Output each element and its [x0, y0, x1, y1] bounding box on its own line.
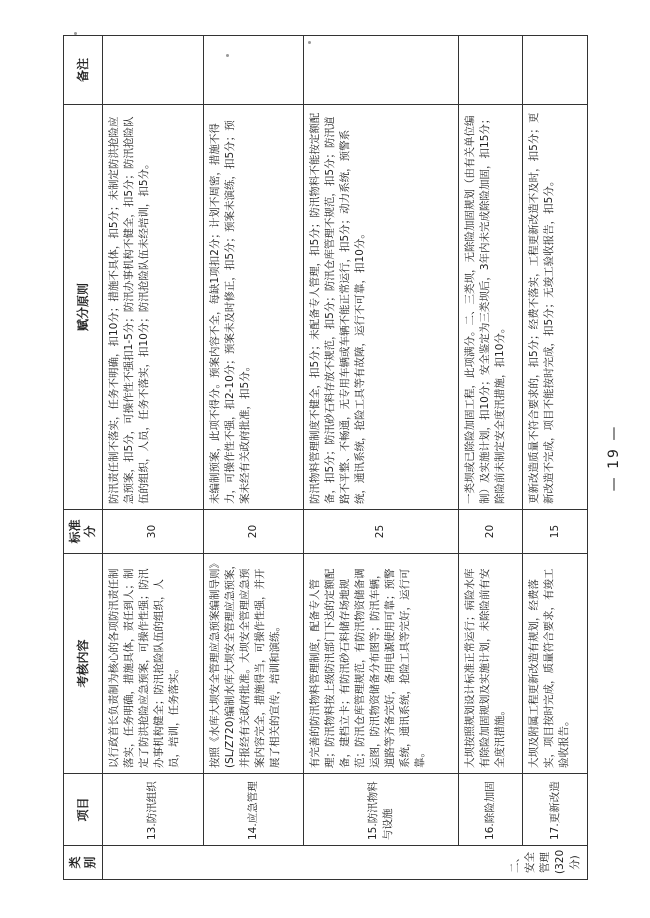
- score-cell: 30: [103, 510, 204, 554]
- content-cell: 以行政首长负责制为核心的各项防汛责任制落实，任务明确，措施具体，责任到人；制定了防洪抢险应急预案，可操作性强；防汛办事机构健全；防汛抢险队伍的组织，人员，培训，任务落实。: [103, 554, 204, 774]
- score-cell: 20: [203, 510, 304, 554]
- table-row: [203, 36, 304, 880]
- project-cell: 13.防汛组织: [103, 774, 204, 846]
- table-row: [523, 36, 588, 880]
- project-cell: 17.更新改造: [523, 774, 588, 846]
- remark-cell: [103, 36, 204, 105]
- header-category: 类别: [64, 846, 103, 880]
- project-cell: 15.防汛物料与设施: [304, 774, 458, 846]
- page-number: — 19 —: [606, 424, 622, 492]
- project-cell: 16.除险加固: [458, 774, 523, 846]
- project-cell: 14.应急管理: [203, 774, 304, 846]
- remark-cell: [203, 36, 304, 105]
- rule-cell: 未编制预案，此项不得分。预案内容不全，每缺1项扣2分；计划不周密，措施不得力，可操作性不强，扣2-10分；预案未及时修正，扣5分；预案未演练，扣5分；预案未经有关政府批准，扣5分。: [203, 105, 304, 510]
- table-row: [103, 36, 204, 880]
- assessment-table: [63, 35, 588, 880]
- table-row: [304, 36, 458, 880]
- header-rule: 赋分原则: [64, 105, 103, 510]
- content-cell: 有完善的防汛物料管理制度，配备专人管理；防汛物料按上级防汛部门下达的定额配备，建档立卡；有防汛砂石料储存场地规范；防汛仓库管理规范，有防汛物资储备调运图，防汛物资储备分布图等；防汛车辆，道路等齐备完好，备用电源使用可靠；预警系统，通讯系统，抢险工具等完好，运行可靠。: [304, 554, 458, 774]
- content-cell: 按照《水库大坝安全管理应急预案编制导则》(SL/Z720)编制水库大坝安全管理应急预案，并报经有关政府批准。大坝安全管理应急预案内容完全，措施得当，可操作性强，并开展了相关的宣传，培训和演练。: [203, 554, 304, 774]
- category-cell: 二、安全管理(320分): [103, 846, 588, 880]
- rule-cell: 防汛物料管理制度不健全，扣5分；未配备专人管理，扣5分；防汛物料不能按定额配备，扣5分；防汛砂石料存放不规范，扣5分；防汛仓库管理不规范，扣5分；防汛道路不平整、不畅通，无专用车辆或车辆不能正常运行，扣5分；动力系统，预警系统，通讯系统，抢险工具等有故障，运行不可靠，扣10分。: [304, 105, 458, 510]
- content-cell: 大坝及附属工程更新改造有规划，经费落实，项目按时完成，质量符合要求，有竣工验收报告。: [523, 554, 588, 774]
- rule-cell: 一类坝或已除险加固工程，此项满分。二、三类坝，无除险加固规划（由有关单位编制）及实施计划，扣10分；安全鉴定为三类坝后，3年内未完成除险加固，扣15分；除险前未制定安全度汛措施，扣10分。: [458, 105, 523, 510]
- remark-cell: [458, 36, 523, 105]
- remark-cell: [304, 36, 458, 105]
- rule-cell: 更新改造质量不符合要求的，扣5分；经费不落实，工程更新改造不及时，扣5分；更新改造不完成，项目不能按时完成，扣5分；无竣工验收报告，扣5分。: [523, 105, 588, 510]
- scan-speck: [226, 54, 229, 57]
- content-cell: 大坝按照规划设计标准正常运行；病险水库有除险加固规划及实施计划，未除险前有安全度汛措施。: [458, 554, 523, 774]
- scan-speck: [74, 32, 77, 35]
- score-cell: 25: [304, 510, 458, 554]
- header-score: 标准分: [64, 510, 103, 554]
- rule-cell: 防汛责任制不落实，任务不明确，扣10分；措施不具体，扣5分；未制定防洪抢险应急预案，扣5分，可操作性不强扣1-5分；防汛办事机构不健全，扣5分；防汛抢险队伍的组织，人员，任务不落实，扣10分；防汛抢险队伍未经培训，扣5分。: [103, 105, 204, 510]
- scan-speck: [308, 41, 311, 44]
- header-project: 项目: [64, 774, 103, 846]
- table-row: [458, 36, 523, 880]
- remark-cell: [523, 36, 588, 105]
- table-header-row: [64, 36, 103, 880]
- score-cell: 15: [523, 510, 588, 554]
- header-remark: 备注: [64, 36, 103, 105]
- score-cell: 20: [458, 510, 523, 554]
- header-content: 考核内容: [64, 554, 103, 774]
